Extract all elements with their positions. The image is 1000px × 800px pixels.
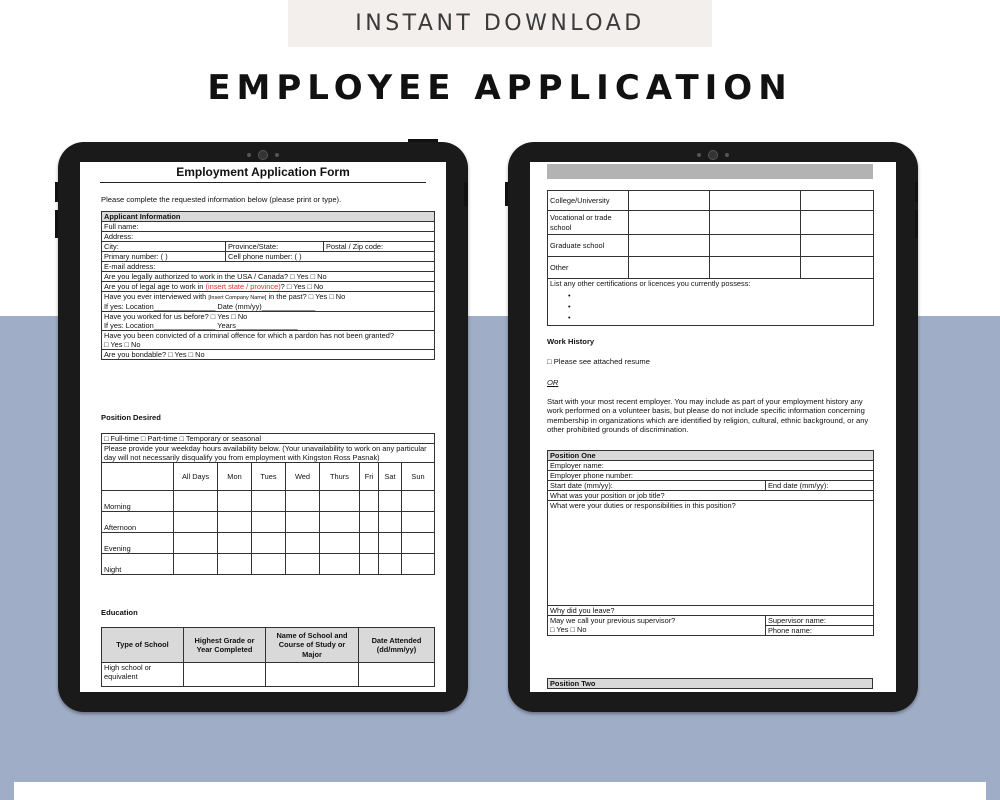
top-button [408,139,438,142]
avail-cell[interactable] [252,491,286,512]
convicted-options: □ Yes □ No [104,340,141,350]
education-continued-table [547,190,874,326]
education-label: Education [101,608,138,617]
convicted-question[interactable] [102,331,435,350]
camera-icon [247,150,279,160]
employer-phone-field[interactable]: Employer phone number: [548,471,874,481]
edu-row-vocational: Vocational or trade school [548,211,629,235]
edu-cell[interactable] [710,235,801,257]
avail-row-evening: Evening [102,533,174,554]
worked-before-question[interactable] [102,311,435,330]
avail-cell[interactable] [320,533,360,554]
avail-row-morning: Morning [102,491,174,512]
work-history-instructions: Start with your most recent employer. You may include as part of your employment history any work performed on a volunteer basis, but please do not include specific information concerning membership in organizations which are identified by religion, cultural, ethnic background, or any other prohibited grounds of discrimination. [547,397,869,435]
certifications-field[interactable] [548,279,874,326]
bottom-strip [14,782,986,800]
avail-cell[interactable] [402,512,435,533]
position-desired-label: Position Desired [101,413,161,422]
worked-before-text: Have you worked for us before? □ Yes □ No [104,311,248,321]
form-title: Employment Application Form [176,165,350,179]
avail-cell[interactable] [402,491,435,512]
avail-cell[interactable] [360,491,379,512]
avail-col-sun: Sun [402,463,435,491]
address-field[interactable]: Address: [102,232,435,242]
or-separator: OR [547,378,559,387]
avail-cell[interactable] [360,533,379,554]
edu-col-date: Date Attended (dd/mm/yy) [359,628,435,663]
edu-cell[interactable] [629,191,710,211]
position-one-header: Position One [548,451,874,461]
edu-cell[interactable] [629,211,710,235]
call-supervisor-options: □ Yes □ No [550,625,587,635]
employer-name-field[interactable]: Employer name: [548,461,874,471]
position-two-table [547,678,873,689]
avail-col-tues: Tues [252,463,286,491]
job-title-field[interactable]: What was your position or job title? [548,491,874,501]
avail-cell[interactable] [286,491,320,512]
avail-cell[interactable] [402,554,435,575]
certification-bullet: • [568,302,571,312]
edu-row-graduate: Graduate school [548,235,629,257]
avail-col-thurs: Thurs [320,463,360,491]
avail-cell[interactable] [379,512,402,533]
availability-table [101,433,435,575]
edu-cell[interactable] [359,663,435,687]
availability-instructions: Please provide your weekday hours availability below. (Your unavailability to work on any particular day will not necessarily disqualify you from employment with Kingston Ross Pasnak) [102,444,435,463]
form-page-right [530,162,896,692]
email-field[interactable]: E-mail address: [102,262,435,272]
interviewed-options: in the past? □ Yes □ No [266,292,346,302]
instant-download-badge [288,0,712,47]
end-date-field[interactable]: End date (mm/yy): [766,481,874,491]
side-button [915,182,918,202]
avail-cell[interactable] [218,554,252,575]
avail-cell[interactable] [286,554,320,575]
edu-cell[interactable] [629,235,710,257]
avail-cell[interactable] [320,512,360,533]
avail-cell[interactable] [360,554,379,575]
legal-age-text: Are you of legal age to work in [104,282,206,292]
start-date-field[interactable]: Start date (mm/yy): [548,481,766,491]
edu-col-type: Type of School [102,628,184,663]
edu-cell[interactable] [710,211,801,235]
edu-row-other: Other [548,257,629,279]
call-supervisor-text: May we call your previous supervisor? [550,616,676,626]
city-field[interactable]: City: [102,242,226,252]
legal-age-question[interactable] [102,282,435,292]
avail-cell[interactable] [360,512,379,533]
position-two-header: Position Two [548,679,873,689]
avail-cell[interactable] [320,554,360,575]
edu-cell[interactable] [710,257,801,279]
edu-cell[interactable] [184,663,266,687]
edu-cell[interactable] [266,663,359,687]
avail-col-sat: Sat [379,463,402,491]
avail-cell[interactable] [252,512,286,533]
avail-cell[interactable] [218,491,252,512]
certification-bullet: • [568,313,571,323]
avail-col-wed: Wed [286,463,320,491]
title-rule [100,182,426,183]
side-button [55,210,58,238]
convicted-text: Have you been convicted of a criminal offence for which a pardon has not been granted? [104,331,394,341]
avail-cell[interactable] [252,554,286,575]
interviewed-company: [Insert Company Name] [208,295,267,302]
avail-row-night: Night [102,554,174,575]
badge-text: INSTANT DOWNLOAD [355,11,645,36]
page-top-gray-bar [547,164,873,179]
avail-cell[interactable] [218,512,252,533]
legal-age-options: ? □ Yes □ No [280,282,324,292]
side-button [505,182,508,206]
edu-cell[interactable] [629,257,710,279]
avail-cell[interactable] [320,491,360,512]
call-supervisor-question[interactable] [548,616,766,636]
bondable-question[interactable]: Are you bondable? □ Yes □ No [102,350,435,360]
edu-cell[interactable] [710,191,801,211]
applicant-header: Applicant Information [102,212,435,222]
position-one-table [547,450,874,636]
avail-col-mon: Mon [218,463,252,491]
avail-cell[interactable] [218,533,252,554]
primary-number-field[interactable]: Primary number: ( ) [102,252,226,262]
avail-cell[interactable] [379,491,402,512]
applicant-table [101,211,435,360]
side-button [915,210,918,238]
edu-row-college: College/University [548,191,629,211]
edu-cell[interactable] [801,257,874,279]
avail-col-all-days: All Days [174,463,218,491]
tablet-right [508,142,918,712]
form-page-left [80,162,446,692]
certification-bullet: • [568,291,571,301]
camera-icon [697,150,729,160]
interviewed-text: Have you ever interviewed with [104,292,209,302]
avail-cell[interactable] [286,533,320,554]
supervisor-name-field[interactable]: Supervisor name: [766,616,873,626]
work-history-label: Work History [547,337,595,346]
edu-cell[interactable] [801,235,874,257]
edu-col-grade: Highest Grade or Year Completed [184,628,266,663]
avail-cell[interactable] [379,554,402,575]
avail-cell[interactable] [286,512,320,533]
tablet-left [58,142,468,712]
attached-resume-option[interactable]: □ Please see attached resume [547,357,650,366]
avail-row-afternoon: Afternoon [102,512,174,533]
avail-col-blank [102,463,174,491]
legal-age-placeholder: (insert state / province) [205,282,281,292]
interviewed-question[interactable] [102,292,435,312]
edu-cell[interactable] [801,211,874,235]
page-headline: EMPLOYEE APPLICATION [207,68,793,108]
postal-field[interactable]: Postal / Zip code: [324,242,435,252]
province-field[interactable]: Province/State: [226,242,324,252]
avail-cell[interactable] [174,554,218,575]
employment-type-options[interactable]: □ Full-time □ Part-time □ Temporary or seasonal [102,434,435,444]
duties-field[interactable]: What were your duties or responsibilities in this position? [548,501,874,606]
education-table [101,627,435,687]
phone-name-field[interactable]: Phone name: [768,626,812,636]
avail-cell[interactable] [252,533,286,554]
avail-cell[interactable] [174,533,218,554]
form-intro: Please complete the requested information below (please print or type). [101,195,342,204]
why-leave-field[interactable]: Why did you leave? [548,606,874,616]
side-button [464,182,468,206]
interviewed-details: If yes: Location_______________ Date (mm/yy)_____________ [104,301,316,311]
supervisor-cell [766,616,874,636]
avail-col-fri: Fri [360,463,379,491]
worked-before-details: If yes: Location_______________ Years_______________ [104,321,298,331]
authorized-question[interactable]: Are you legally authorized to work in the USA / Canada? □ Yes □ No [102,272,435,282]
certifications-prompt: List any other certifications or licences you currently possess: [550,279,751,288]
cell-number-field[interactable]: Cell phone number: ( ) [226,252,435,262]
avail-cell[interactable] [379,533,402,554]
avail-cell[interactable] [174,512,218,533]
edu-row-high-school: High school or equivalent [102,663,184,687]
edu-cell[interactable] [801,191,874,211]
full-name-field[interactable]: Full name: [102,222,435,232]
edu-col-school: Name of School and Course of Study or Major [266,628,359,663]
avail-cell[interactable] [174,491,218,512]
avail-cell[interactable] [402,533,435,554]
side-button [55,182,58,202]
